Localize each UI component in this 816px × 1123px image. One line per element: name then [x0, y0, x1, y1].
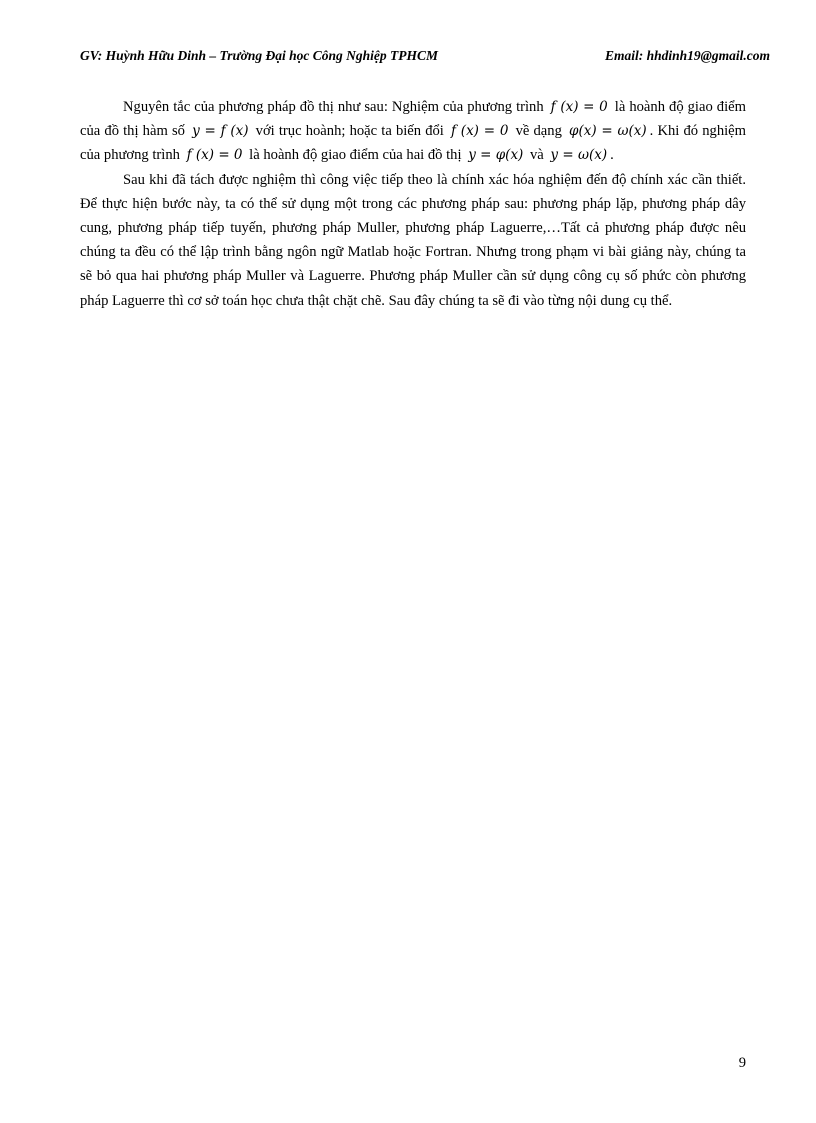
- text-segment: và: [529, 147, 544, 164]
- paragraph-graph-method: [80, 95, 746, 168]
- math-expression: φ(x) = ω(x): [569, 123, 647, 140]
- paragraph-root-refinement: Sau khi đã tách được nghiệm thì công việc tiếp theo là chính xác hóa nghiệm đến độ chính xác cần thiết. Để thực hiện bước này, ta có thể sử dụng một trong các phương pháp sau: phương pháp lặp, phương pháp dây cung, phương pháp tiếp tuyến, phương pháp Muller, phương pháp Laguerre,…Tất cả phương pháp được nêu chúng ta đều có thể lập trình bằng ngôn ngữ Matlab hoặc Fortran. Nhưng trong phạm vi bài giảng này, chúng ta sẽ bỏ qua hai phương pháp Muller và Laguerre. Phương pháp Muller cần sử dụng công cụ số phức còn phương pháp Laguerre thì cơ sở toán học chưa thật chặt chẽ. Sau đây chúng ta sẽ đi vào từng nội dung cụ thể.: [80, 171, 746, 309]
- page-header: [80, 48, 770, 68]
- math-expression: y = f (x): [192, 123, 249, 140]
- header-author: GV: Huỳnh Hữu Dinh – Trường Đại học Công Nghiệp TPHCM: [80, 48, 438, 63]
- text-segment: là hoành độ giao điểm của hai đồ thị: [249, 147, 462, 164]
- text-segment: là hoành độ giao điểm của đồ thị hàm số: [80, 99, 746, 140]
- text-segment: về dạng: [515, 123, 562, 140]
- math-expression: y = φ(x): [468, 147, 524, 164]
- text-segment: với trục hoành; hoặc ta biến đổi: [255, 123, 444, 140]
- body-text: [80, 95, 746, 313]
- text-segment: .: [610, 147, 614, 164]
- math-expression: f (x) = 0: [550, 99, 608, 115]
- page-number: 9: [738, 1055, 746, 1071]
- header-email: Email: hhdinh19@gmail.com: [604, 48, 770, 63]
- text-segment: Nguyên tắc của phương pháp đồ thị như sau: Nghiệm của phương trình: [123, 99, 544, 115]
- math-expression: f (x) = 0: [451, 123, 509, 140]
- text-segment: . Khi đó nghiệm của phương trình: [80, 123, 747, 164]
- math-expression: y = ω(x): [550, 147, 608, 164]
- math-expression: f (x) = 0: [186, 147, 243, 164]
